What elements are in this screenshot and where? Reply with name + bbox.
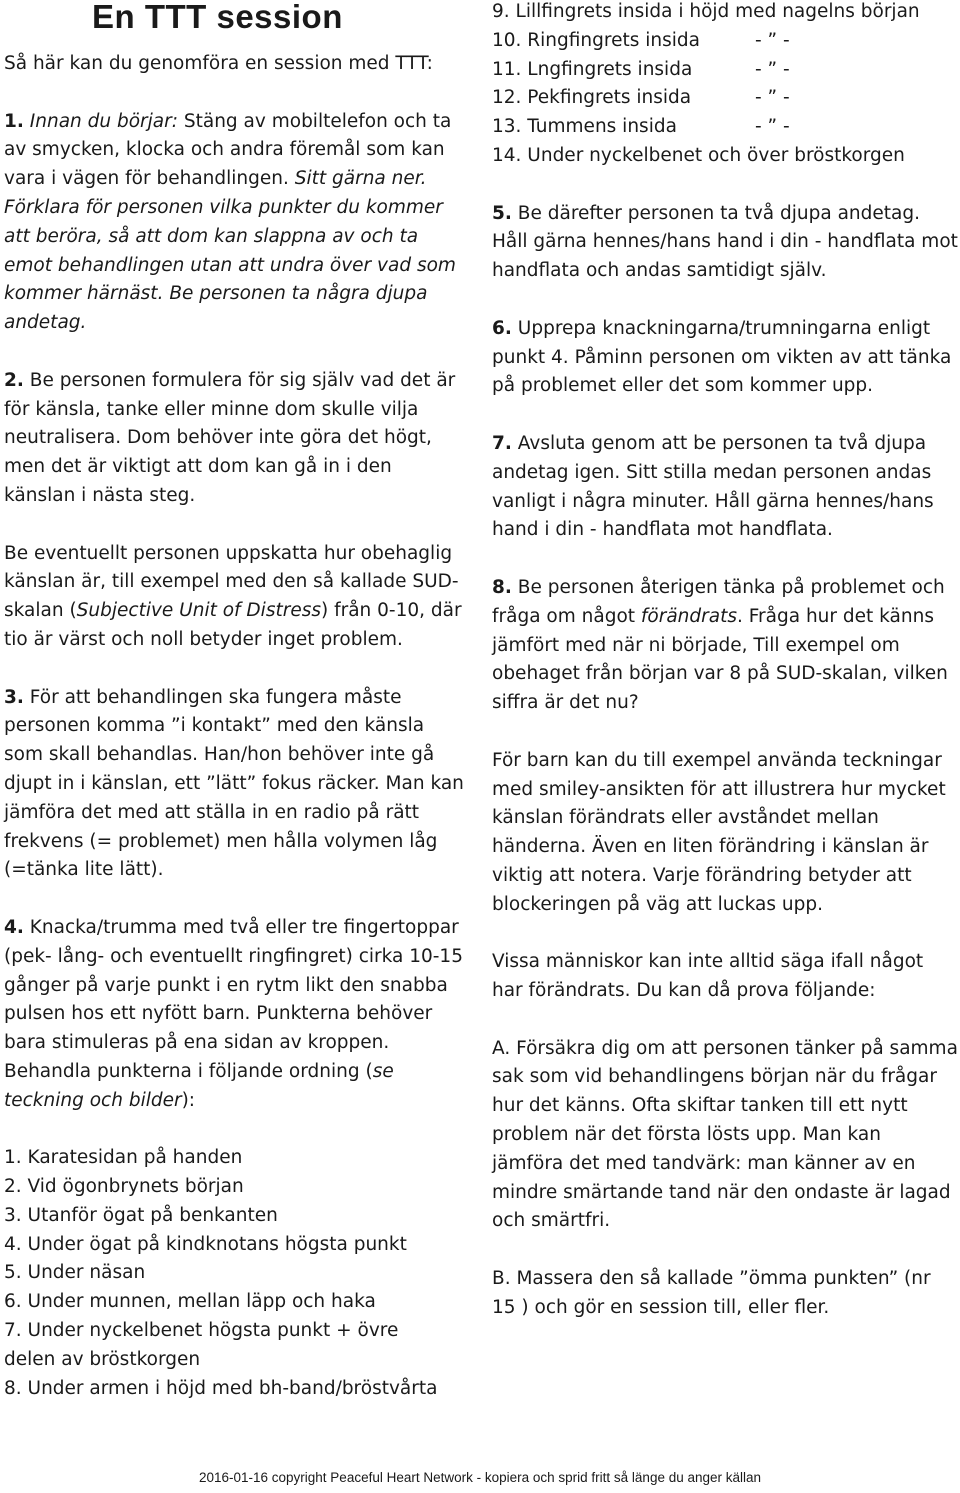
points-list-left [4,1144,466,1403]
step-4-text-end: ): [181,1089,196,1111]
step-3-text: För att behandlingen ska fungera måste personen komma ”i kontakt” med den känsla som skall behandlas. Han/hon behöver inte gå djupt in i känslan, ett ”lätt” fokus räcker. Man kan jämföra det med att ställa in en radio på rätt frekvens (= problemet) men hålla volymen låg (=tänka lite lätt). [4,686,464,881]
step-8-text: Be personen återigen tänka på problemet och fråga om något [492,576,945,627]
step-3 [4,684,466,886]
intro-text: Så här kan du genomföra en session med TTT: [4,53,433,74]
point-item [492,56,958,85]
point-label: 9. Lillfingrets insida i höjd med nagelns början [492,1,920,22]
point-item [492,0,958,27]
option-a: A. Försäkra dig om att personen tänker på samma sak som vid behandlingens början när du frågar hur det känns. Ofta skiftar tanken till ett nytt problem när det första lösts upp. Man kan jämföra det med tandvärk: man känner av en mindre smärtande tand när den ondaste är lagad och smärtfri. [492,1037,958,1232]
step-7-number: 7. [492,432,512,454]
ditto-mark: - ” - [755,58,790,80]
footer-copyright: 2016-01-16 copyright Peaceful Heart Network - kopiera och sprid fritt så länge du anger källan [198,1470,762,1485]
step-4-text: Knacka/trumma med två eller tre fingertoppar (pek- lång- och eventuellt ringfingret) cirka 10-15 gånger på varje punkt i en rytm likt den snabba pulsen hos ett nyfött barn. Punkterna behöver bara stimuleras på ena sidan av kroppen. Behandla punkterna i följande ordning ( [4,916,463,1082]
right-column [492,0,958,1323]
step-8 [492,574,958,718]
point-item [492,84,958,113]
step-8-italic: förändrats [640,605,737,627]
step-1-text: Stäng av mobiltelefon och ta av smycken, klocka och andra föremål som kan vara i vägen för behandlingen. [4,110,452,190]
point-item [492,113,958,142]
step-2-number: 2. [4,369,24,391]
left-column [4,0,466,1403]
point-item: 3. Utanför ögat på benkanten [4,1204,278,1226]
point-item: 1. Karatesidan på handen [4,1147,243,1169]
step-2 [4,367,466,511]
some-people-paragraph: Vissa människor kan inte alltid säga ifall något har förändrats. Du kan då prova följande: [492,951,924,1002]
page-title: En TTT session [92,0,343,35]
point-item [492,27,958,56]
ditto-mark: - ” - [755,116,790,138]
point-item: 6. Under munnen, mellan läpp och haka [4,1291,376,1313]
step-5-number: 5. [492,202,512,224]
point-label: 12. Pekfingrets insida [492,87,692,109]
sud-text: Be eventuellt personen uppskatta hur obehaglig känslan är, till exempel med den så kallade SUD-skalan ( [4,542,459,622]
point-item: 8. Under armen i höjd med bh-band/bröstvårta [4,1377,438,1399]
point-item: 5. Under näsan [4,1262,146,1284]
sud-paragraph [4,540,466,655]
step-1 [4,108,466,338]
step-5 [492,200,958,286]
point-label: 10. Ringfingrets insida [492,29,700,51]
step-7 [492,430,958,545]
sud-text-end: ) från 0-10, där tio är värst och noll betyder inget problem. [4,600,462,650]
ditto-mark: - ” - [755,29,790,51]
step-2-text: Be personen formulera för sig själv vad det är för känsla, tanke eller minne dom skulle vilja neutralisera. Dom behöver inte göra det högt, men det är viktigt att dom kan gå in i den känslan i nästa steg. [4,369,456,506]
step-3-number: 3. [4,686,24,708]
point-item: 7. Under nyckelbenet högsta punkt + övre [4,1320,399,1342]
step-4-italic: se teckning och bilder [4,1060,394,1111]
step-6 [492,315,958,401]
sud-italic: Subjective Unit of Distress [76,600,321,622]
point-label: 13. Tummens insida [492,116,677,138]
point-item [492,142,958,171]
point-label: 14. Under nyckelbenet och över bröstkorgen [492,144,905,166]
step-1-lead: Innan du börjar: [29,110,178,132]
point-item: 4. Under ögat på kindknotans högsta punkt [4,1233,407,1255]
step-4-number: 4. [4,916,24,938]
point-label: 11. Lngfingrets insida [492,58,693,80]
step-1-number: 1. [4,110,24,132]
step-7-text: Avsluta genom att be personen ta två djupa andetag igen. Sitt stilla medan personen andas vanligt i några minuter. Håll gärna hennes/hans hand i din - handflata mot handflata. [492,432,934,541]
ditto-mark: - ” - [755,87,790,109]
step-8-text-end: . Fråga hur det känns jämfört med när ni började, Till exempel om obehaget från början var 8 på SUD-skalan, vilken siffra är det nu? [492,605,948,714]
points-list-right [492,0,958,171]
step-6-text: Upprepa knackningarna/trumningarna enligt punkt 4. Påminn personen om vikten av att tänka på problemet eller det som kommer upp. [492,317,952,397]
step-5-text: Be därefter personen ta två djupa andetag. Håll gärna hennes/hans hand i din - handflata mot handflata och andas samtidigt själv. [492,202,958,282]
step-8-number: 8. [492,576,512,598]
point-item: delen av bröstkorgen [4,1348,201,1370]
children-paragraph: För barn kan du till exempel använda teckningar med smiley-ansikten för att illustrera hur mycket känslan förändrats eller avståndet mellan händerna. Även en liten förändring i känslan är viktig att notera. Varje förändring betyder att blockeringen på väg att luckas upp. [492,749,946,915]
step-1-italic: Sitt gärna ner. Förklara för personen vilka punkter du kommer att beröra, så att dom kan slappna av och ta emot behandlingen utan att undra över vad som kommer härnäst. Be personen ta några djupa andetag. [4,168,456,334]
point-item: 2. Vid ögonbrynets början [4,1176,244,1198]
step-6-number: 6. [492,317,512,339]
step-4 [4,914,466,1116]
option-b: B. Massera den så kallade ”ömma punkten” (nr 15 ) och gör en session till, eller fler. [492,1268,931,1318]
